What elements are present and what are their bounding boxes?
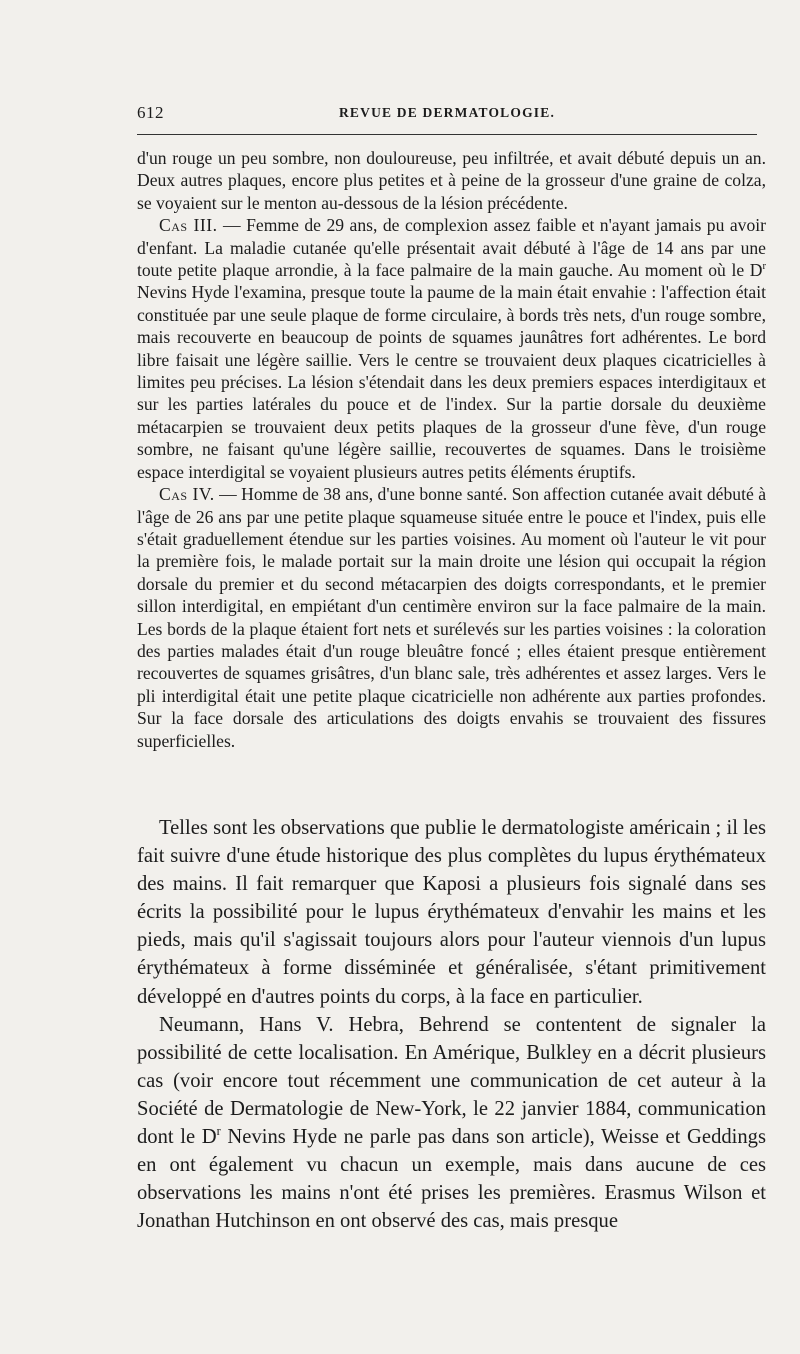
paragraph-text-a: Neumann, Hans V. Hebra, Behrend se contentent de signaler la possibilité de cette localisation. En Amérique, Bulkley en a décrit plusieurs cas (voir encore tout récemment une communication de cet auteur à la Société de Dermatologie de New-York, le 22 janvier 1884, communication dont le D: [137, 1013, 766, 1149]
running-title: REVUE DE DERMATOLOGIE.: [338, 105, 556, 120]
paragraph-text-b: Nevins Hyde ne parle pas dans son article), Weisse et Geddings en ont également vu chacun un exemple, mais dans aucune de ces observations les mains n'ont été prises les premières. Erasmus Wilson et Jonathan Hutchinson en ont observé des cas, mais presque: [137, 1126, 766, 1233]
header-rule: [137, 134, 757, 135]
case-reports: [137, 147, 766, 752]
commentary-paragraph-2: [137, 1011, 766, 1236]
case-iii: [137, 214, 766, 483]
commentary-paragraph-1: [137, 814, 766, 1011]
paragraph-text: Telles sont les observations que publie le dermatologiste américain ; il les fait suivre d'une étude historique des plus complètes du lupus érythémateux des mains. Il fait remarquer que Kaposi a plusieurs fois signalé dans ses écrits la possibilité pour le lupus érythémateux d'envahir les mains et les pieds, mais qu'il s'agissait toujours alors pour l'auteur viennois d'un lupus érythémateux à forme disséminée et généralisée, s'étant primitivement développé en d'autres points du corps, à la face en particulier.: [137, 817, 766, 1008]
commentary: [137, 814, 766, 1235]
case-iii-label: Cas III.: [159, 215, 218, 236]
paragraph-text: d'un rouge un peu sombre, non douloureuse, peu infiltrée, et avait débuté depuis un an. Deux autres plaques, encore plus petites et à peine de la grosseur d'une graine de colza, se voyaient sur le menton au-dessous de la lésion précédente.: [137, 148, 766, 213]
case-iv-text: — Homme de 38 ans, d'une bonne santé. Son affection cutanée avait débuté à l'âge de 26 ans par une petite plaque squameuse située entre le pouce et l'index, puis elle s'était graduellement étendue sur les parties voisines. Au moment où l'auteur le vit pour la première fois, le malade portait sur la main droite une lésion qui occupait la région dorsale du premier et du second métacarpien des doigts correspondants, et le premier sillon interdigital, en empiétant d'un centimère environ sur la face palmaire de la main. Les bords de la plaque étaient fort nets et surélevés sur les parties voisines : la coloration des parties malades était d'un rouge bleuâtre foncé ; elles étaient presque entièrement recouvertes de squames grisâtres, d'un blanc sale, très adhérentes et assez larges. Vers le pli interdigital était une petite plaque cicatricielle non adhérente aux parties profondes. Sur la face dorsale des articulations des doigts envahis se trouvaient des fissures superficielles.: [137, 484, 767, 751]
case-iv-label: Cas IV.: [159, 484, 215, 505]
case-iii-superscript: r: [762, 261, 766, 273]
page-number: 612: [137, 103, 164, 122]
page-header: [137, 103, 757, 129]
case-ii-continuation: [137, 147, 766, 214]
case-iii-text-a: — Femme de 29 ans, de complexion assez faible et n'ayant jamais pu avoir d'enfant. La maladie cutanée qu'elle présentait avait débuté à l'âge de 14 ans par une toute petite plaque arrondie, à la face palmaire de la main gauche. Au moment où le D: [137, 215, 766, 281]
case-iii-text-b: Nevins Hyde l'examina, presque toute la paume de la main était envahie : l'affection était constituée par une seule plaque de forme circulaire, à bords très nets, d'un rouge sombre, mais recouverte en beaucoup de points de squames jaunâtres fort adhérentes. Le bord libre faisait une légère saillie. Vers le centre se trouvaient deux plaques cicatricielles à limites peu précises. La lésion s'étendait dans les deux premiers espaces interdigitaux et sur les parties latérales du pouce et de l'index. Sur la partie dorsale du deuxième métacarpien se trouvaient deux petits plaques de la grosseur d'une fève, d'un rouge sombre, ne faisant qu'une légère saillie, recouvertes de squames. Dans le troisième espace interdigital se voyaient plusieurs autres petits éléments éruptifs.: [137, 282, 766, 482]
case-iv: [137, 483, 766, 752]
paragraph-superscript: r: [216, 1124, 221, 1139]
